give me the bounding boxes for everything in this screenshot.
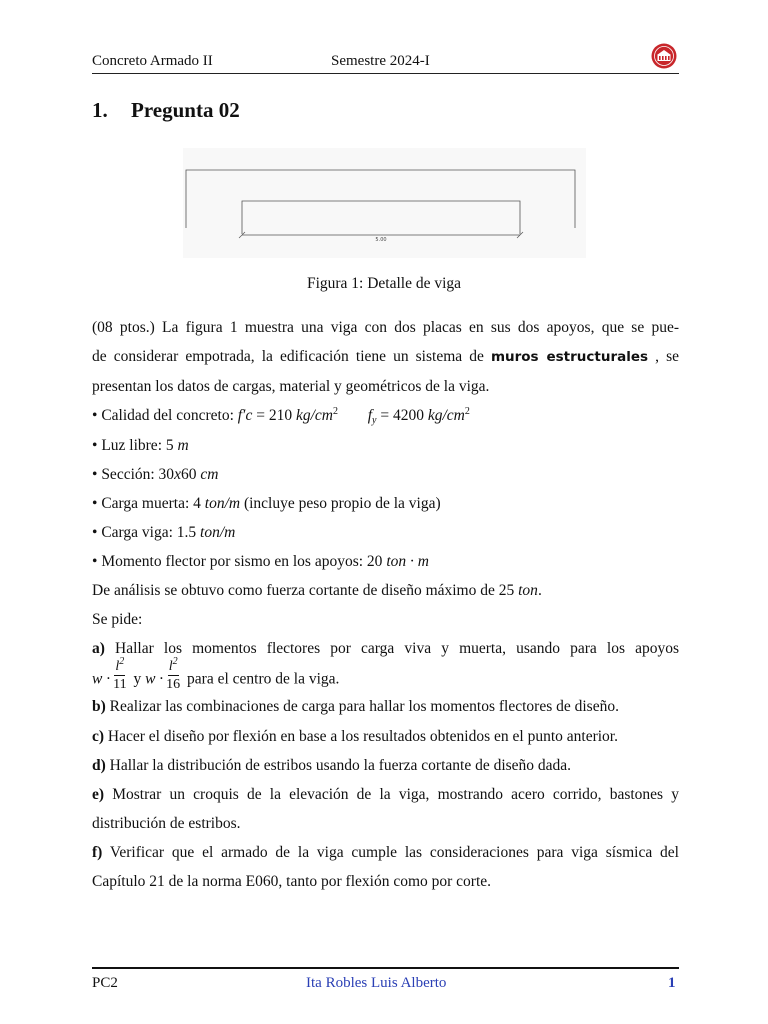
item-c: c) Hacer el diseño por flexión en base a los resultados obtenidos en el punto anterior. [92,728,618,745]
beam-detail-figure [183,148,586,258]
header-course: Concreto Armado II [92,53,213,69]
bullet-concrete-quality: • Calidad del concreto: f′c = 210 $kg/cm^2$ $f_y = 4200$ $kg/cm^2$ [92,406,470,426]
item-f-line-1: f) Verificar que el armado de la viga cumple las consideraciones para viga sísmica del [92,844,679,861]
intro-line-3: presentan los datos de cargas, material y geométricos de la viga. [92,378,490,395]
item-f-line-2: Capítulo 21 de la norma E060, tanto por flexión como por corte. [92,873,492,890]
figure-caption: Figura 1: Detalle de viga [306,275,462,292]
intro-line-2: de considerar empotrada, la edificación tiene un sistema de muros estructurales , se [92,348,680,365]
fraction-l2-over-11: $\frac{l^2}{11}$ [113,656,127,692]
item-a-line-2: w · $\frac{l^2}{11}$ y w · $\frac{l^2}{16}$ para el centro de la viga. [92,656,340,692]
bullet-seismic-moment: • Momento flector por sismo en los apoyos: 20 ton · m [92,553,429,570]
section-title-text: Pregunta 02 [131,98,240,122]
header-rule [92,73,679,74]
dimension-label: 5.00 [375,237,387,243]
bullet-dead-load: • Carga muerta: 4 ton/m (incluye peso propio de la viga) [92,495,441,512]
item-d: d) Hallar la distribución de estribos usando la fuerza cortante de diseño dada. [92,757,572,774]
header-semester: Semestre 2024-I [331,53,430,69]
section-number: 1. [92,98,108,122]
bullet-clear-span: • Luz libre: 5 m [92,437,189,454]
bold-term: muros estructurales [490,349,649,365]
item-e-line-2: distribución de estribos. [92,815,241,832]
footer-rule [92,967,679,969]
item-b: b) Realizar las combinaciones de carga para hallar los momentos flectores de diseño. [92,698,619,715]
se-pide: Se pide: [92,611,143,628]
section-title [92,98,240,123]
bullet-beam-load: • Carga viga: 1.5 ton/m [92,524,236,541]
item-e-line-1: e) Mostrar un croquis de la elevación de la viga, mostrando acero corrido, bastones y [92,786,680,803]
page-number: 1 [668,975,676,991]
university-seal-icon [651,43,677,69]
footer-left: PC2 [92,975,118,991]
analysis-text: De análisis se obtuvo como fuerza cortante de diseño máximo de 25 ton. [92,582,542,599]
footer-author: Ita Robles Luis Alberto [306,975,447,991]
intro-line-1: (08 ptos.) La figura 1 muestra una viga con dos placas en sus dos apoyos, que se pue- [92,319,679,336]
bullet-section: • Sección: 30x60 cm [92,466,219,483]
item-a-line-1: a) Hallar los momentos flectores por carga viva y muerta, usando para los apoyos [92,640,680,657]
fraction-l2-over-16: $\frac{l^2}{16}$ [166,656,181,692]
